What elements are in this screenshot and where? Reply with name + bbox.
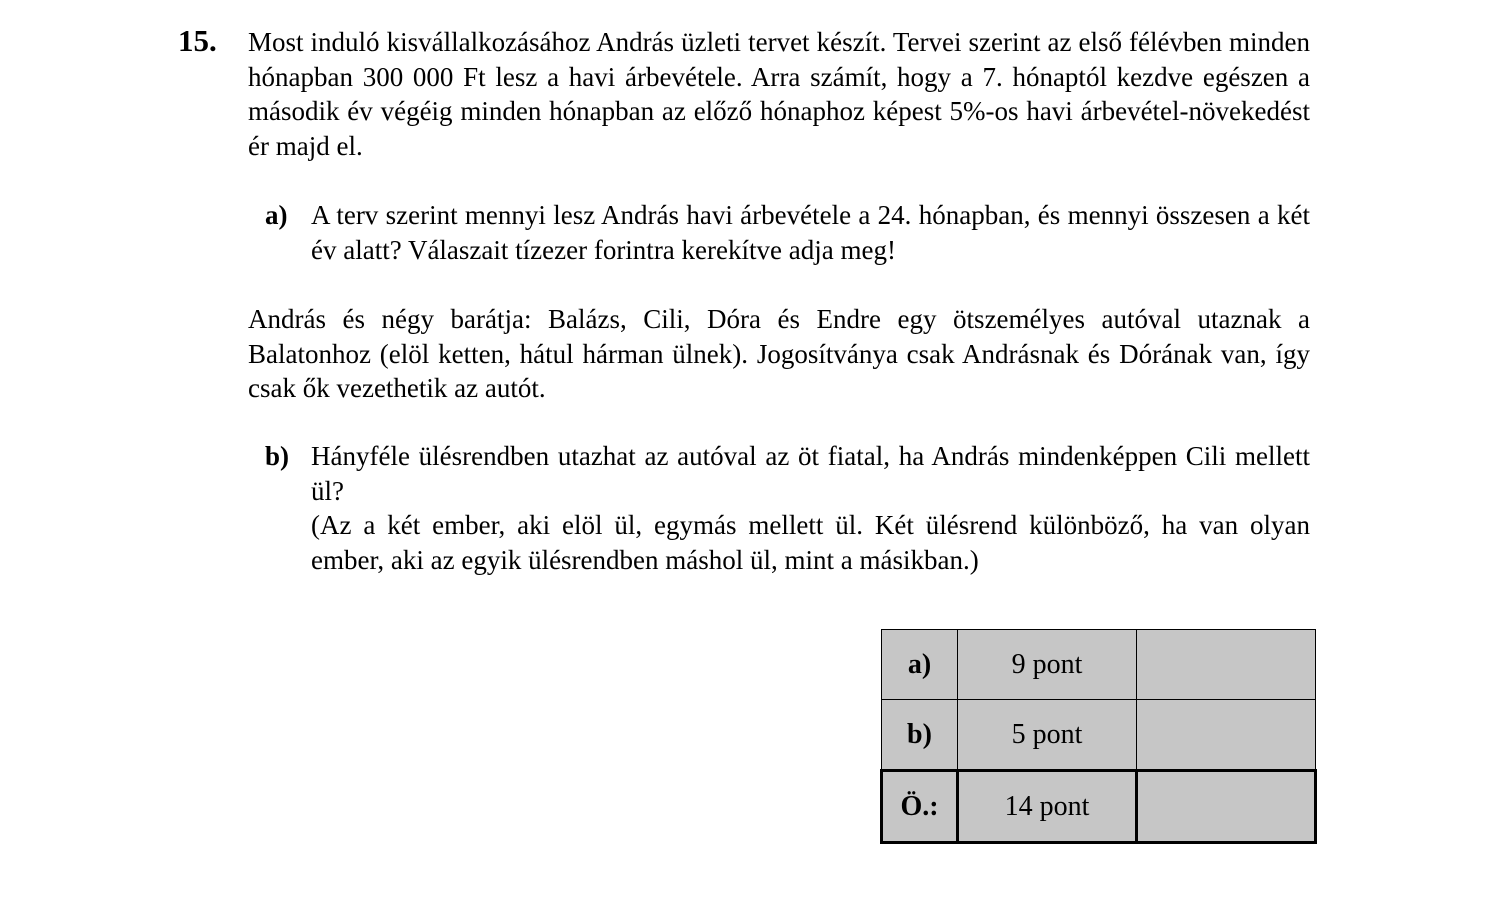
score-total-label: Ö.: (882, 771, 958, 843)
question-b-context: András és négy barátja: Balázs, Cili, Dóra és Endre egy ötszemélyes autóval utaznak a Balatonhoz (elöl ketten, hátul hárman ülnek). Jogosítványa csak Andrásnak és Dórának van, így csak ők vezethetik az autót. (248, 304, 1310, 403)
question-a-text: A terv szerint mennyi lesz András havi árbevétele a 24. hónapban, és mennyi összesen a két év alatt? Válaszait tízezer forintra kerekítve adja meg! (311, 200, 1310, 265)
score-earned-cell (1137, 630, 1316, 700)
score-max-points: 5 pont (958, 700, 1137, 771)
question-a (265, 198, 1310, 267)
problem-intro: Most induló kisvállalkozásához András üzleti tervet készít. Tervei szerint az első félévben minden hónapban 300 000 Ft lesz a havi árbevétele. Arra számít, hogy a 7. hónaptól kezdve egészen a második év végéig minden hónapban az előző hónaphoz képest 5%-os havi árbevétel-növekedést ér majd el. (248, 27, 1310, 161)
score-earned-cell (1137, 700, 1316, 771)
score-row-b (882, 700, 1316, 771)
score-row-a (882, 630, 1316, 700)
score-table (880, 629, 1317, 844)
problem-number: 15. (178, 23, 217, 58)
score-part-label: b) (882, 700, 958, 771)
score-row-total (882, 771, 1316, 843)
question-b-text: Hányféle ülésrendben utazhat az autóval az öt fiatal, ha András mindenképpen Cili mellett ül? (311, 441, 1310, 506)
question-b (265, 439, 1310, 577)
question-a-label: a) (265, 200, 288, 230)
score-part-label: a) (882, 630, 958, 700)
score-total-earned-cell (1137, 771, 1316, 843)
question-b-label: b) (265, 441, 290, 471)
score-total-points: 14 pont (958, 771, 1137, 843)
score-max-points: 9 pont (958, 630, 1137, 700)
question-b-note: (Az a két ember, aki elöl ül, egymás mellett ül. Két ülésrend különböző, ha van olyan ember, aki az egyik ülésrendben máshol ül, mint a másikban.) (311, 510, 1310, 575)
